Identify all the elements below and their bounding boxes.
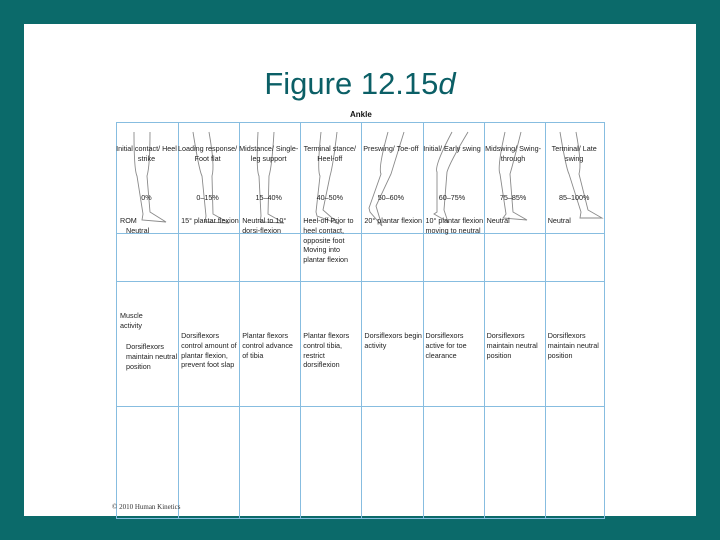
muscle-activity: Plantar flexors control advance of tibia	[242, 331, 293, 360]
rom-value: Neutral	[547, 216, 571, 225]
row-label-rom: ROM	[120, 216, 137, 225]
title-letter: d	[438, 66, 456, 101]
copyright: © 2010 Human Kinetics	[112, 503, 181, 511]
cycle-percent: 0%	[141, 193, 152, 202]
phase-label: Initial/ Early swing	[423, 144, 481, 153]
cycle-percent: 75–85%	[499, 193, 527, 202]
leg-illustration	[422, 128, 483, 228]
muscle-activity: Dorsiflexors active for toe clearance	[425, 331, 467, 360]
muscle-activity: Plantar flexors control tibia, restrict dorsiflexion	[303, 331, 350, 370]
muscle-activity: Dorsiflexors control amount of plantar flexion, prevent foot slap	[181, 331, 237, 370]
leg-illustration	[544, 128, 605, 228]
muscle-activity: Dorsiflexors maintain neutral position	[126, 342, 178, 371]
cycle-percent: 50–60%	[377, 193, 405, 202]
cycle-percent: 0–15%	[196, 193, 219, 202]
phase-label: Terminal/ Late swing	[551, 144, 597, 163]
muscle-activity: Dorsiflexors begin activity	[364, 331, 422, 350]
rom-value: Neutral	[486, 216, 510, 225]
phase-label: Initial contact/ Heel strike	[116, 144, 177, 163]
leg-illustration	[299, 128, 360, 228]
phase-label: Preswing/ Toe-off	[363, 144, 419, 153]
cycle-percent: 85–100%	[559, 193, 590, 202]
muscle-activity: Dorsiflexors maintain neutral position	[547, 331, 599, 360]
phase-label: Midstance/ Single-leg support	[239, 144, 299, 163]
leg-illustration	[238, 128, 299, 228]
rom-value: 20° plantar flexion	[364, 216, 423, 225]
leg-illustration	[116, 128, 177, 228]
leg-illustration	[483, 128, 544, 228]
cycle-percent: 40–50%	[316, 193, 343, 202]
slide-title: Figure 12.15d	[264, 66, 456, 101]
muscle-activity: Dorsiflexors maintain neutral position	[486, 331, 538, 360]
figure-label: Ankle	[350, 110, 372, 119]
rom-value: Neutral	[126, 226, 150, 235]
leg-illustration	[177, 128, 238, 228]
rom-value: 15° plantar flexion	[181, 216, 239, 225]
row-label-muscle: Muscle activity	[120, 311, 143, 330]
cycle-percent: 60–75%	[438, 193, 466, 202]
rom-value: 10° plantar flexion moving to neutral	[425, 216, 484, 235]
rom-value: Heel-off Prior to heel contact, opposite foot Moving into plantar flexion	[303, 216, 354, 265]
phase-label: Midswing/ Swing-through	[485, 144, 542, 163]
cycle-percent: 15–40%	[255, 193, 282, 202]
phase-label: Loading response/ Foot flat	[178, 144, 238, 163]
leg-illustration	[360, 128, 421, 228]
rom-value: Neutral to 10° dorsi-flexion	[242, 216, 287, 235]
slide	[24, 24, 696, 516]
phase-label: Terminal stance/ Heel-off	[303, 144, 356, 163]
